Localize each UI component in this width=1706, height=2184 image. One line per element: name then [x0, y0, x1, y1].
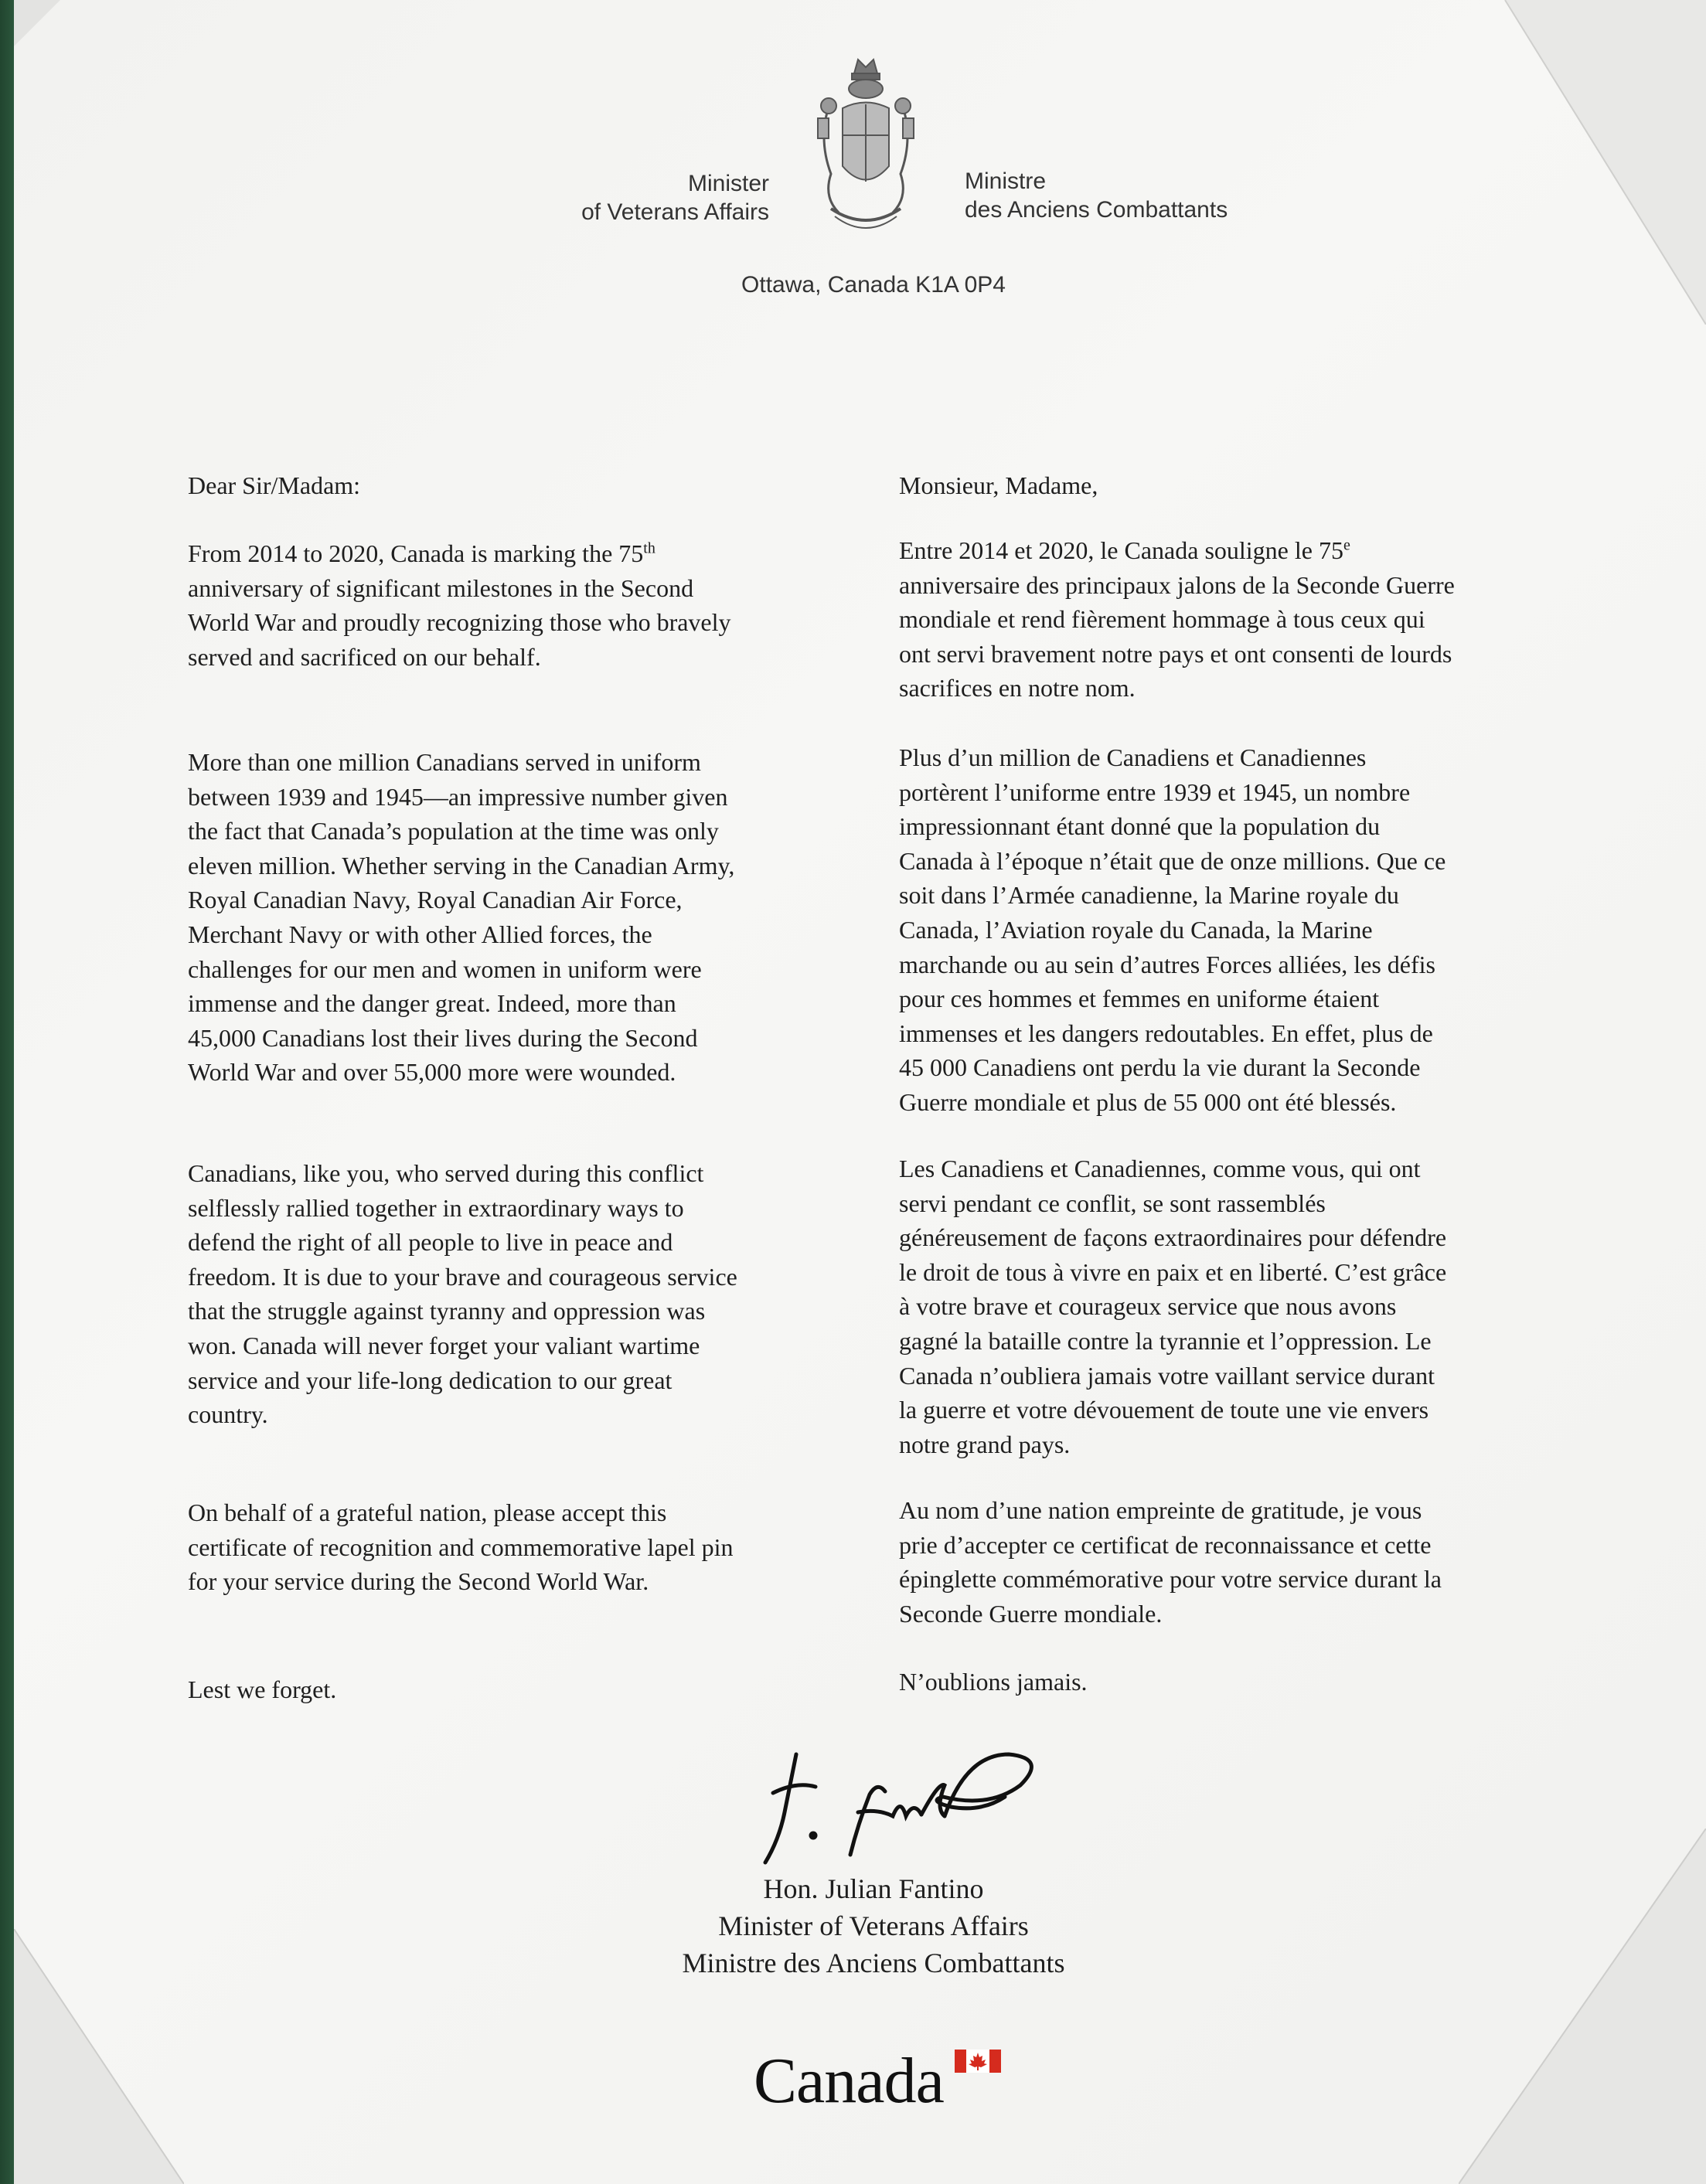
paragraph-en-3	[188, 1156, 868, 1432]
text-line: that the struggle against tyranny and oppression was	[188, 1297, 706, 1325]
text-line: Canada à l’époque n’était que de onze millions. Que ce	[899, 846, 1446, 875]
minister-title-fr	[965, 167, 1320, 224]
text-line: Au nom d’une nation empreinte de gratitude, je vous	[899, 1496, 1422, 1524]
canada-wordmark	[754, 2046, 1016, 2116]
text-line: Canadians, like you, who served during this conflict	[188, 1159, 704, 1187]
canada-wordmark-text: Canada	[754, 2045, 944, 2117]
text-line: généreusement de façons extraordinaires pour défendre	[899, 1223, 1447, 1252]
text-line: 45 000 Canadiens ont perdu la vie durant la Seconde	[899, 1053, 1421, 1082]
text-line: Seconde Guerre mondiale.	[899, 1599, 1163, 1628]
text-line: On behalf of a grateful nation, please accept this	[188, 1499, 667, 1526]
text-line: selflessly rallied together in extraordinary ways to	[188, 1193, 684, 1222]
text-line: épinglette commémorative pour votre service durant la	[899, 1565, 1442, 1594]
text-line: Canada, l’Aviation royale du Canada, la Marine	[899, 915, 1373, 944]
photo-corner-bottom-left	[14, 1929, 184, 2184]
salutation-fr: Monsieur, Madame,	[899, 471, 1098, 499]
paragraph-fr-1	[899, 533, 1579, 706]
text-line: freedom. It is due to your brave and courageous service	[188, 1262, 737, 1291]
text-line: notre grand pays.	[899, 1430, 1071, 1458]
text-line: immenses et les dangers redoutables. En effet, plus de	[899, 1019, 1433, 1047]
text-line: portèrent l’uniforme entre 1939 et 1945, un nombre	[899, 777, 1411, 806]
text-line: Les Canadiens et Canadiennes, comme vous, qui ont	[899, 1155, 1421, 1182]
text-line: Plus d’un million de Canadiens et Canadiennes	[899, 743, 1367, 771]
text-line: challenges for our men and women in uniform were	[188, 954, 702, 983]
text-line: between 1939 and 1945—an impressive number given	[188, 782, 728, 811]
canada-flag-icon	[955, 2050, 1001, 2073]
text-line: World War and proudly recognizing those who bravely	[188, 608, 731, 637]
text-line: le droit de tous à vivre en paix et en liberté. C’est grâce	[899, 1257, 1447, 1286]
signer-block	[618, 1870, 1129, 1982]
minister-fr-line2: des Anciens Combattants	[965, 197, 1228, 223]
paragraph-fr-1-line0: Entre 2014 et 2020, le Canada souligne le 75e	[899, 536, 1350, 564]
paragraph-en-4	[188, 1495, 868, 1599]
coat-of-arms-icon	[812, 50, 920, 243]
text-line: country.	[188, 1400, 268, 1429]
text-line: gagné la bataille contre la tyrannie et l’oppression. Le	[899, 1326, 1432, 1355]
text-line: Royal Canadian Navy, Royal Canadian Air Force,	[188, 886, 683, 914]
paragraph-en-1-lines	[188, 571, 868, 675]
photo-corner-bottom-right	[1459, 1829, 1706, 2184]
paragraph-fr-1-lines	[899, 568, 1579, 706]
salutation-en: Dear Sir/Madam:	[188, 471, 361, 499]
address: Ottawa, Canada K1A 0P4	[741, 272, 1006, 298]
text-line: certificate of recognition and commemorative lapel pin	[188, 1533, 734, 1561]
paragraph-fr-4	[899, 1493, 1579, 1631]
text-line: served and sacrificed on our behalf.	[188, 642, 541, 671]
text-line: soit dans l’Armée canadienne, la Marine royale du	[899, 881, 1399, 910]
text-line: pour ces hommes et femmes en uniforme étaient	[899, 985, 1380, 1013]
text-line: immense and the danger great. Indeed, more than	[188, 989, 676, 1018]
signer-name: Hon. Julian Fantino	[763, 1873, 984, 1904]
text-line: impressionnant étant donné que la population du	[899, 812, 1381, 841]
text-line: marchande ou au sein d’autres Forces alliées, les défis	[899, 950, 1435, 978]
text-line: Guerre mondiale et plus de 55 000 ont été blessés.	[899, 1087, 1397, 1116]
text-line: la guerre et votre dévouement de toute une vie envers	[899, 1396, 1429, 1424]
paragraph-en-1	[188, 536, 868, 674]
text-line: World War and over 55,000 more were wounded.	[188, 1058, 676, 1087]
text-line: 45,000 Canadians lost their lives during the Second	[188, 1023, 698, 1052]
signer-title-en: Minister of Veterans Affairs	[718, 1910, 1029, 1941]
text-line: service and your life-long dedication to our great	[188, 1366, 673, 1394]
text-line: sacrifices en notre nom.	[899, 674, 1136, 702]
text-line: Canada n’oubliera jamais votre vaillant service durant	[899, 1361, 1435, 1390]
text-line: prie d’accepter ce certificat de reconnaissance et cette	[899, 1530, 1432, 1559]
text-line: à votre brave et courageux service que nous avons	[899, 1292, 1397, 1321]
paragraph-en-1-line0: From 2014 to 2020, Canada is marking the 75th	[188, 539, 655, 567]
closing-fr: N’oublions jamais.	[899, 1668, 1088, 1696]
text-line: ont servi bravement notre pays et ont consenti de lourds	[899, 639, 1452, 668]
text-line: anniversary of significant milestones in the Second	[188, 573, 694, 602]
photo-corner-top-right	[1474, 0, 1706, 325]
text-line: servi pendant ce conflit, se sont rassemblés	[899, 1189, 1326, 1217]
text-line: anniversaire des principaux jalons de la Seconde Guerre	[899, 570, 1455, 599]
minister-fr-line1: Ministre	[965, 168, 1047, 194]
text-line: eleven million. Whether serving in the Canadian Army,	[188, 851, 735, 879]
text-line: Merchant Navy or with other Allied forces, the	[188, 920, 652, 948]
text-line: won. Canada will never forget your valiant wartime	[188, 1331, 700, 1359]
closing-en: Lest we forget.	[188, 1675, 337, 1703]
text-line: for your service during the Second World War.	[188, 1567, 649, 1596]
minister-title-en	[533, 169, 769, 226]
paragraph-fr-2	[899, 740, 1579, 1120]
minister-en-line1: Minister	[687, 171, 769, 196]
paragraph-en-2	[188, 745, 868, 1090]
text-line: mondiale et rend fièrement hommage à tous ceux qui	[899, 605, 1425, 634]
handwritten-signature-icon	[742, 1739, 1051, 1878]
signer-title-fr: Ministre des Anciens Combattants	[682, 1948, 1065, 1978]
text-line: defend the right of all people to live in peace and	[188, 1228, 673, 1257]
photo-corner-top-left	[14, 0, 60, 46]
text-line: More than one million Canadians served in uniform	[188, 748, 701, 776]
text-line: the fact that Canada’s population at the time was only	[188, 817, 719, 845]
paragraph-fr-3	[899, 1152, 1579, 1461]
minister-en-line2: of Veterans Affairs	[581, 199, 769, 225]
